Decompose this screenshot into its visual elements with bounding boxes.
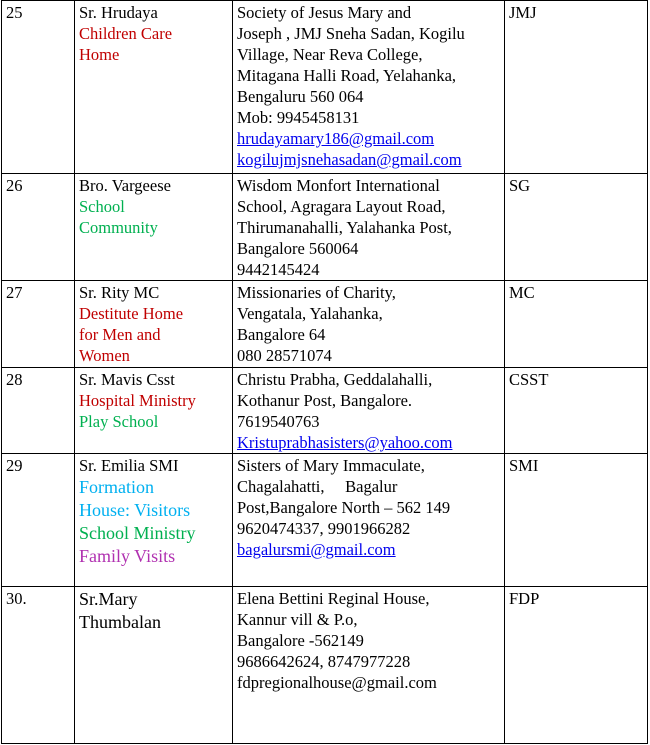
name-cell [75, 174, 233, 281]
address-line: Society of Jesus Mary and [237, 3, 412, 22]
address-line: fdpregionalhouse@gmail.com [237, 673, 437, 692]
address-line: Chagalahatti, Bagalur [237, 477, 398, 496]
address-line: 9686642624, 8747977228 [237, 652, 411, 671]
address-cell [233, 368, 505, 454]
table-row [2, 1, 648, 174]
ministry-label: Family Visits [79, 546, 176, 566]
row-number: 27 [2, 281, 75, 368]
address-line: Elena Bettini Reginal House, [237, 589, 430, 608]
ministry-label: Hospital Ministry [79, 391, 196, 410]
ministry-label: House: Visitors [79, 500, 191, 520]
ministry-label: School [79, 197, 125, 216]
person-name: Bro. Vargeese [79, 176, 171, 195]
address-line: School, Agragara Layout Road, [237, 197, 446, 216]
address-cell [233, 587, 505, 744]
email-link[interactable]: kogilujmjsnehasadan@gmail.com [237, 150, 462, 169]
address-line: 9620474337, 9901966282 [237, 519, 411, 538]
address-cell [233, 454, 505, 587]
email-link[interactable]: Kristuprabhasisters@yahoo.com [237, 433, 453, 452]
row-number: 28 [2, 368, 75, 454]
address-line: Mob: 9945458131 [237, 108, 360, 127]
ministry-label: Destitute Home [79, 304, 184, 323]
address-line: 080 28571074 [237, 346, 332, 365]
ministry-label: Formation [79, 477, 154, 497]
ministry-label: Community [79, 218, 158, 237]
person-name: Sr. Hrudaya [79, 3, 158, 22]
person-name-continued: Thumbalan [79, 612, 161, 632]
table-row [2, 454, 648, 587]
row-number: 30. [2, 587, 75, 744]
name-cell [75, 281, 233, 368]
congregation-code: CSST [505, 368, 648, 454]
person-name: Sr. Rity MC [79, 283, 160, 302]
address-line: 9442145424 [237, 260, 320, 279]
name-cell [75, 587, 233, 744]
address-line: 7619540763 [237, 412, 320, 431]
address-line: Sisters of Mary Immaculate, [237, 456, 425, 475]
row-number: 25 [2, 1, 75, 174]
congregation-code: FDP [505, 587, 648, 744]
name-cell [75, 454, 233, 587]
ministry-label: School Ministry [79, 523, 196, 543]
address-line: Missionaries of Charity, [237, 283, 396, 302]
ministry-label: for Men and [79, 325, 161, 344]
ministry-label: Home [79, 45, 120, 64]
person-name: Sr. Emilia SMI [79, 456, 179, 475]
row-number: 29 [2, 454, 75, 587]
address-line: Bangalore -562149 [237, 631, 364, 650]
directory-table [1, 0, 648, 744]
ministry-label: Women [79, 346, 130, 365]
address-cell [233, 1, 505, 174]
address-line: Vengatala, Yalahanka, [237, 304, 383, 323]
address-line: Christu Prabha, Geddalahalli, [237, 370, 433, 389]
email-link[interactable]: hrudayamary186@gmail.com [237, 129, 435, 148]
congregation-code: SG [505, 174, 648, 281]
congregation-code: MC [505, 281, 648, 368]
address-line: Wisdom Monfort International [237, 176, 440, 195]
congregation-code: JMJ [505, 1, 648, 174]
address-cell [233, 174, 505, 281]
ministry-label: Play School [79, 412, 159, 431]
name-cell [75, 368, 233, 454]
table-row [2, 281, 648, 368]
person-name: Sr. Mavis Csst [79, 370, 175, 389]
address-line: Village, Near Reva College, [237, 45, 423, 64]
address-line: Joseph , JMJ Sneha Sadan, Kogilu [237, 24, 465, 43]
address-line: Kannur vill & P.o, [237, 610, 358, 629]
address-line: Kothanur Post, Bangalore. [237, 391, 413, 410]
row-number: 26 [2, 174, 75, 281]
table-row [2, 587, 648, 744]
address-line: Bangalore 560064 [237, 239, 359, 258]
name-cell [75, 1, 233, 174]
table-row [2, 368, 648, 454]
address-line: Post,Bangalore North – 562 149 [237, 498, 451, 517]
address-line: Bengaluru 560 064 [237, 87, 364, 106]
address-cell [233, 281, 505, 368]
address-line: Bangalore 64 [237, 325, 326, 344]
address-line: Thirumanahalli, Yalahanka Post, [237, 218, 452, 237]
address-line: Mitagana Halli Road, Yelahanka, [237, 66, 457, 85]
table-row [2, 174, 648, 281]
email-link[interactable]: bagalursmi@gmail.com [237, 540, 396, 559]
congregation-code: SMI [505, 454, 648, 587]
person-name: Sr.Mary [79, 589, 138, 609]
ministry-label: Children Care [79, 24, 173, 43]
